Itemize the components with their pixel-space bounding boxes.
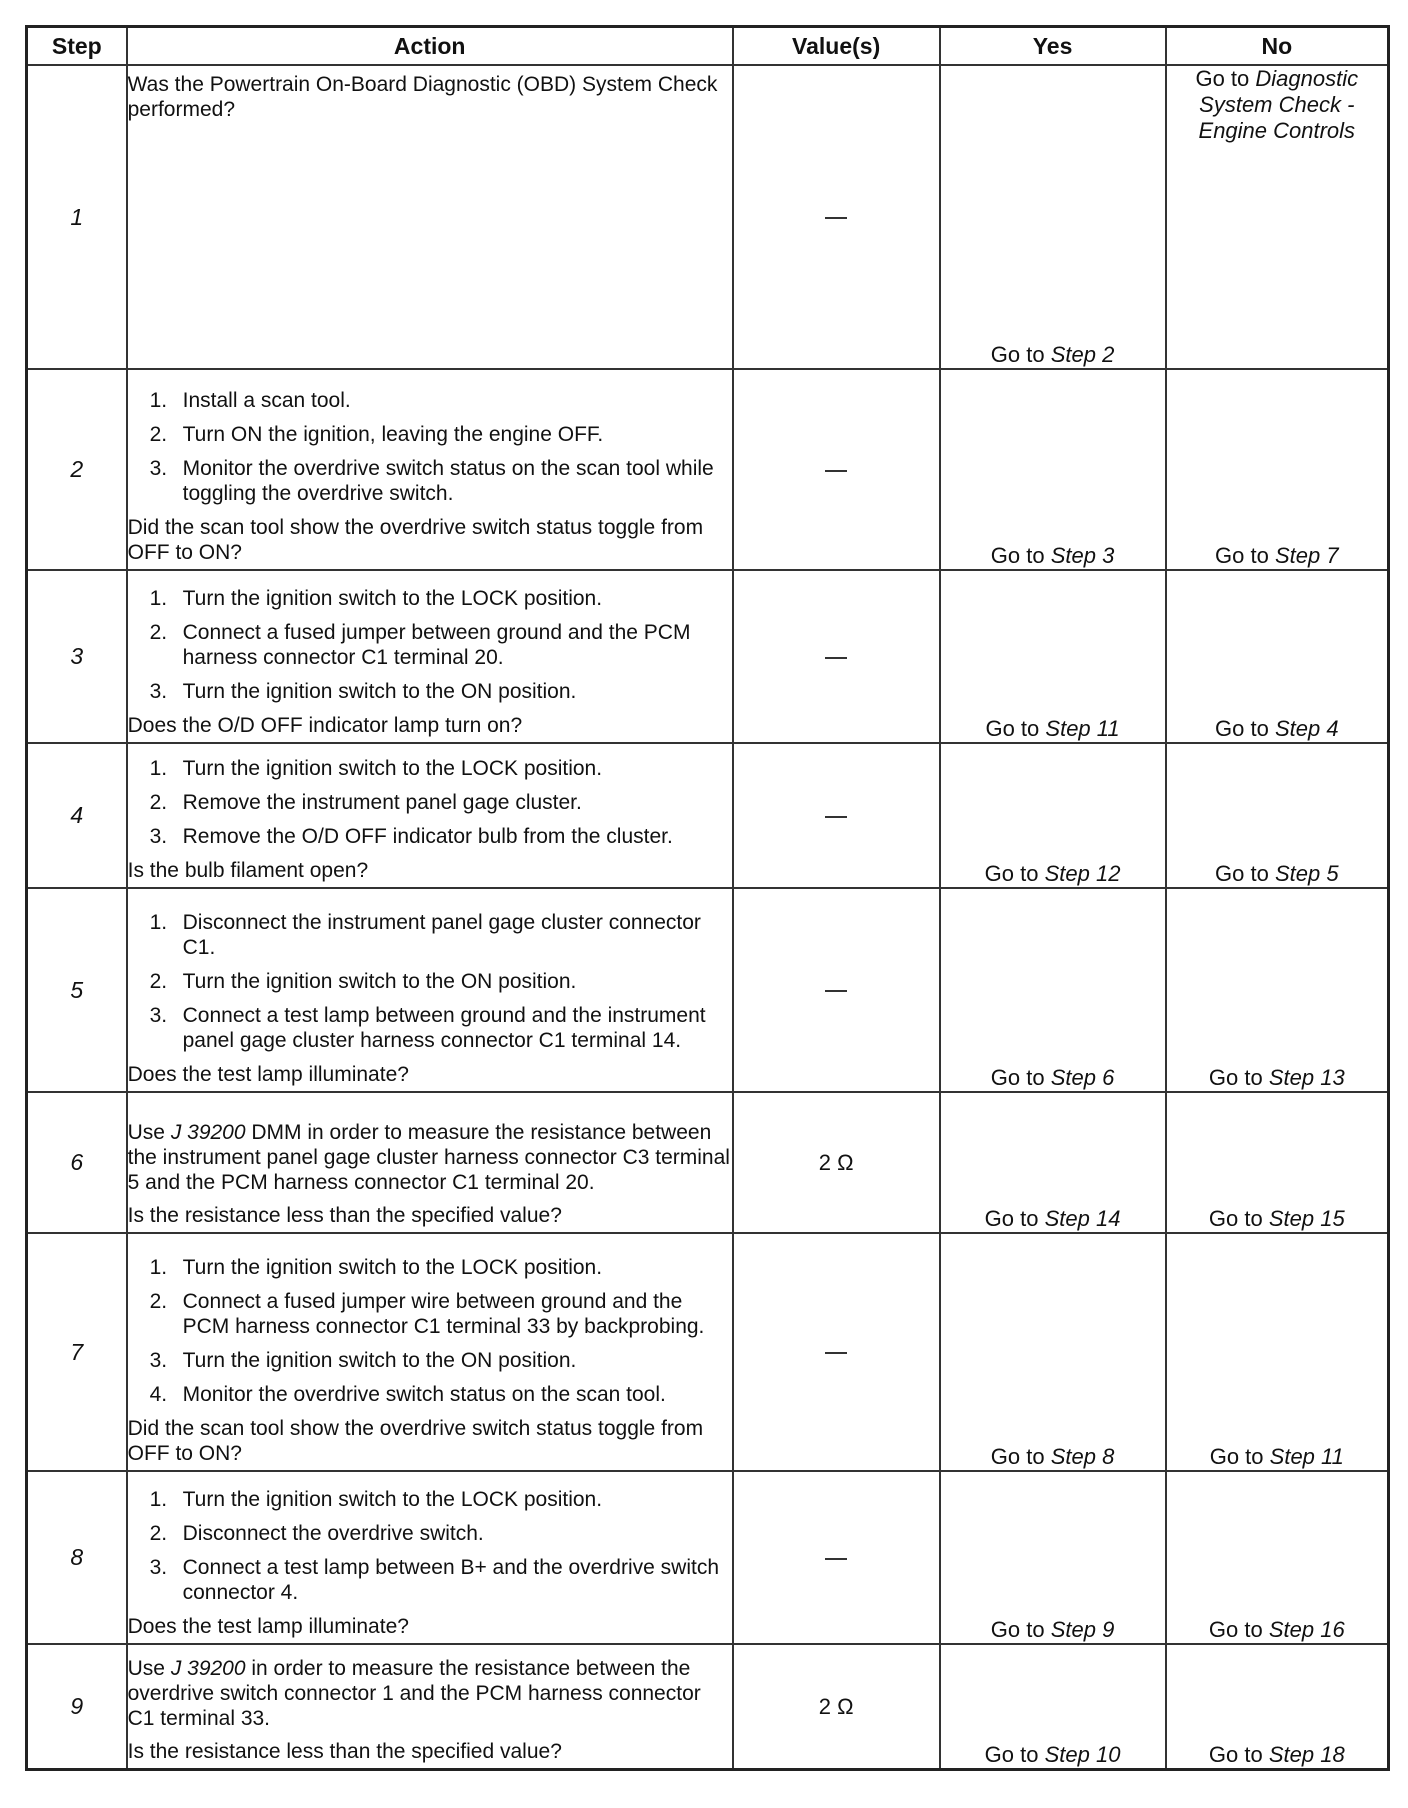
action-step-item — [128, 1555, 732, 1605]
step-number: 6 — [27, 1092, 127, 1233]
step-number: 7 — [27, 1233, 127, 1471]
action-step-item — [128, 1487, 732, 1512]
goto-prefix: Go to — [1195, 66, 1250, 91]
action-cell — [127, 1644, 733, 1769]
value-cell — [733, 1471, 940, 1644]
header-yes: Yes — [940, 27, 1166, 66]
diagnostic-table — [25, 25, 1390, 1771]
action-intro — [128, 1656, 732, 1731]
action-step-item — [128, 1521, 732, 1546]
step-number: 4 — [27, 743, 127, 889]
yes-cell — [940, 1644, 1166, 1769]
action-intro-pre: Use — [127, 1657, 171, 1680]
no-step-link[interactable]: Step 5 — [1274, 861, 1339, 887]
action-step-item — [128, 910, 732, 960]
action-question: Does the test lamp illuminate? — [127, 1615, 409, 1639]
action-step-text: Turn the ignition switch to the LOCK position. — [182, 1488, 603, 1512]
step-number: 8 — [27, 1471, 127, 1644]
no-procedure-link[interactable]: Diagnostic System Check - Engine Controls — [1198, 66, 1359, 143]
dash-mark — [825, 657, 847, 659]
header-row — [27, 27, 1389, 66]
no-cell — [1166, 570, 1389, 743]
table-row — [27, 570, 1389, 743]
action-intro-post: in order to measure the resistance between the overdrive switch connector 1 and the PCM harness connector C1 terminal 33. — [127, 1657, 701, 1730]
action-cell — [127, 65, 733, 369]
value-cell — [733, 1233, 940, 1471]
action-step-text: Disconnect the instrument panel gage cluster connector C1. — [182, 911, 701, 960]
action-step-item — [128, 969, 732, 994]
goto-prefix: Go to — [984, 1742, 1039, 1767]
no-step-link[interactable]: Step 4 — [1274, 715, 1339, 741]
action-step-text: Remove the O/D OFF indicator bulb from the cluster. — [182, 825, 673, 849]
yes-step-link[interactable]: Step 3 — [1050, 542, 1115, 568]
table-row — [27, 1233, 1389, 1471]
action-step-number: 1. — [149, 1256, 168, 1280]
value-cell — [733, 65, 940, 369]
action-step-text: Disconnect the overdrive switch. — [182, 1522, 484, 1546]
goto-prefix: Go to — [990, 542, 1045, 568]
goto-prefix: Go to — [1208, 1617, 1263, 1643]
action-question: Is the resistance less than the specified value? — [127, 1740, 562, 1763]
table-row — [27, 1092, 1389, 1233]
header-no: No — [1166, 27, 1389, 66]
no-step-link[interactable]: Step 11 — [1269, 1444, 1344, 1470]
action-question: Does the test lamp illuminate? — [127, 1063, 409, 1087]
goto-prefix: Go to — [1208, 1065, 1263, 1091]
dash-mark — [825, 217, 847, 219]
goto-prefix: Go to — [984, 861, 1039, 887]
step-number: 1 — [27, 65, 127, 369]
action-step-number: 3. — [149, 1556, 168, 1580]
no-cell — [1166, 1233, 1389, 1471]
value-cell — [733, 888, 940, 1092]
action-step-item — [128, 679, 732, 704]
action-step-text: Monitor the overdrive switch status on the scan tool while toggling the overdrive switch. — [182, 456, 714, 505]
action-step-item — [128, 1289, 732, 1339]
no-cell — [1166, 369, 1389, 569]
action-cell — [127, 888, 733, 1092]
action-cell — [127, 1471, 733, 1644]
action-step-number: 3. — [149, 825, 168, 849]
goto-prefix: Go to — [1215, 542, 1269, 568]
goto-prefix: Go to — [1208, 1742, 1263, 1767]
table-row — [27, 1644, 1389, 1769]
yes-step-link[interactable]: Step 6 — [1050, 1065, 1115, 1091]
table-row — [27, 65, 1389, 369]
action-step-item — [128, 1382, 732, 1407]
action-question: Is the resistance less than the specified value? — [127, 1204, 562, 1228]
action-intro-post: DMM in order to measure the resistance between the instrument panel gage cluster harness connector C3 terminal 5 and the PCM harness connector C1 terminal 20. — [127, 1121, 730, 1195]
action-steps-list — [128, 388, 732, 506]
no-step-link[interactable]: Step 16 — [1268, 1617, 1345, 1643]
action-cell — [127, 1233, 733, 1471]
action-step-text: Turn ON the ignition, leaving the engine OFF. — [182, 422, 604, 446]
action-step-number: 3. — [149, 1004, 168, 1028]
action-step-text: Connect a test lamp between ground and the instrument panel gage cluster harness connector C1 terminal 14. — [182, 1004, 706, 1053]
value-text: 2 Ω — [818, 1693, 854, 1719]
action-step-number: 2. — [149, 791, 168, 815]
action-step-text: Remove the instrument panel gage cluster. — [182, 791, 582, 815]
action-step-number: 1. — [149, 1488, 168, 1512]
value-cell — [733, 743, 940, 889]
action-step-item — [128, 824, 732, 849]
dash-mark — [825, 1352, 847, 1354]
yes-cell — [940, 743, 1166, 889]
goto-prefix: Go to — [990, 1444, 1045, 1470]
action-step-item — [128, 1003, 732, 1053]
action-step-text: Turn the ignition switch to the ON position. — [182, 1349, 577, 1373]
action-step-number: 2. — [149, 970, 168, 994]
action-steps-list — [128, 586, 732, 704]
goto-prefix: Go to — [1209, 1444, 1264, 1470]
header-action: Action — [127, 27, 733, 66]
action-step-item — [128, 422, 732, 447]
action-step-number: 4. — [149, 1383, 168, 1407]
no-cell — [1166, 888, 1389, 1092]
yes-cell — [940, 1092, 1166, 1233]
no-cell — [1166, 1092, 1389, 1233]
action-step-number: 1. — [149, 586, 168, 610]
no-cell — [1166, 1471, 1389, 1644]
goto-prefix: Go to — [985, 715, 1040, 741]
tool-name: J 39200 — [170, 1121, 246, 1145]
action-step-item — [128, 1255, 732, 1280]
action-step-number: 1. — [149, 757, 168, 781]
yes-cell — [940, 369, 1166, 569]
action-step-item — [128, 1348, 732, 1373]
action-step-text: Monitor the overdrive switch status on the scan tool. — [182, 1383, 666, 1407]
action-step-item — [128, 756, 732, 781]
goto-prefix: Go to — [990, 342, 1045, 368]
action-question: Does the O/D OFF indicator lamp turn on? — [127, 713, 523, 737]
action-step-item — [128, 586, 732, 611]
goto-prefix: Go to — [990, 1065, 1045, 1091]
action-step-item — [128, 388, 732, 413]
value-cell — [733, 369, 940, 569]
action-step-text: Connect a fused jumper between ground and the PCM harness connector C1 terminal 20. — [182, 620, 691, 669]
step-number: 2 — [27, 369, 127, 569]
action-step-number: 3. — [149, 456, 168, 480]
dash-mark — [825, 816, 847, 818]
action-step-text: Install a scan tool. — [182, 388, 351, 412]
yes-step-link[interactable]: Step 9 — [1050, 1617, 1115, 1643]
yes-cell — [940, 65, 1166, 369]
action-steps-list — [128, 910, 732, 1053]
yes-step-link[interactable]: Step 14 — [1044, 1206, 1121, 1232]
yes-cell — [940, 570, 1166, 743]
yes-step-link[interactable]: Step 2 — [1050, 342, 1115, 368]
yes-cell — [940, 1471, 1166, 1644]
action-step-number: 1. — [149, 388, 168, 412]
table-row — [27, 1471, 1389, 1644]
header-values: Value(s) — [733, 27, 940, 66]
goto-prefix: Go to — [990, 1617, 1045, 1643]
value-cell — [733, 570, 940, 743]
goto-prefix: Go to — [984, 1206, 1039, 1232]
goto-prefix: Go to — [1215, 715, 1269, 741]
yes-cell — [940, 888, 1166, 1092]
value-text: 2 Ω — [818, 1149, 854, 1175]
action-cell — [127, 743, 733, 889]
action-step-text: Turn the ignition switch to the ON position. — [182, 970, 577, 994]
action-step-text: Connect a test lamp between B+ and the overdrive switch connector 4. — [182, 1556, 720, 1605]
action-intro — [128, 1120, 732, 1195]
action-cell — [127, 570, 733, 743]
step-number: 3 — [27, 570, 127, 743]
dash-mark — [825, 1558, 847, 1560]
no-cell — [1166, 743, 1389, 889]
goto-prefix: Go to — [1208, 1206, 1263, 1232]
action-step-number: 1. — [149, 911, 168, 935]
action-question: Did the scan tool show the overdrive switch status toggle from OFF to ON? — [127, 1417, 704, 1466]
action-step-number: 3. — [149, 1349, 168, 1373]
tool-name: J 39200 — [170, 1657, 246, 1680]
action-question: Is the bulb filament open? — [127, 859, 369, 883]
no-step-link[interactable]: Step 13 — [1268, 1065, 1345, 1091]
yes-step-link[interactable]: Step 12 — [1044, 861, 1121, 887]
action-step-item — [128, 456, 732, 506]
action-step-number: 2. — [149, 1522, 168, 1546]
table-row — [27, 369, 1389, 569]
action-steps-list — [128, 1487, 732, 1605]
no-step-link[interactable]: Step 15 — [1268, 1206, 1345, 1232]
action-step-text: Connect a fused jumper wire between ground and the PCM harness connector C1 terminal 33 by backprobing. — [182, 1290, 705, 1339]
action-cell — [127, 369, 733, 569]
action-intro-pre: Use — [127, 1121, 171, 1145]
value-cell — [733, 1644, 940, 1769]
action-question: Was the Powertrain On-Board Diagnostic (OBD) System Check performed? — [127, 73, 718, 121]
action-steps-list — [128, 756, 732, 849]
dash-mark — [825, 990, 847, 992]
step-number: 5 — [27, 888, 127, 1092]
action-steps-list — [128, 1255, 732, 1407]
dash-mark — [825, 470, 847, 472]
header-step: Step — [27, 27, 127, 66]
table-row — [27, 743, 1389, 889]
no-cell — [1166, 65, 1389, 369]
goto-prefix: Go to — [1215, 861, 1269, 887]
yes-step-link[interactable]: Step 11 — [1045, 715, 1120, 741]
action-step-number: 2. — [149, 422, 168, 446]
action-step-text: Turn the ignition switch to the LOCK position. — [182, 1256, 603, 1280]
action-step-number: 2. — [149, 620, 168, 644]
action-step-item — [128, 620, 732, 670]
action-cell — [127, 1092, 733, 1233]
action-question: Did the scan tool show the overdrive switch status toggle from OFF to ON? — [127, 515, 704, 564]
action-step-item — [128, 790, 732, 815]
table-row — [27, 888, 1389, 1092]
no-step-link[interactable]: Step 7 — [1274, 542, 1339, 568]
yes-step-link[interactable]: Step 10 — [1044, 1742, 1121, 1767]
action-step-text: Turn the ignition switch to the LOCK position. — [182, 586, 603, 610]
value-cell — [733, 1092, 940, 1233]
action-step-text: Turn the ignition switch to the ON position. — [182, 679, 577, 703]
no-cell — [1166, 1644, 1389, 1769]
no-step-link[interactable]: Step 18 — [1268, 1742, 1345, 1767]
action-step-text: Turn the ignition switch to the LOCK position. — [182, 757, 603, 781]
yes-cell — [940, 1233, 1166, 1471]
step-number: 9 — [27, 1644, 127, 1769]
action-step-number: 2. — [149, 1290, 168, 1314]
action-step-number: 3. — [149, 679, 168, 703]
yes-step-link[interactable]: Step 8 — [1050, 1444, 1115, 1470]
